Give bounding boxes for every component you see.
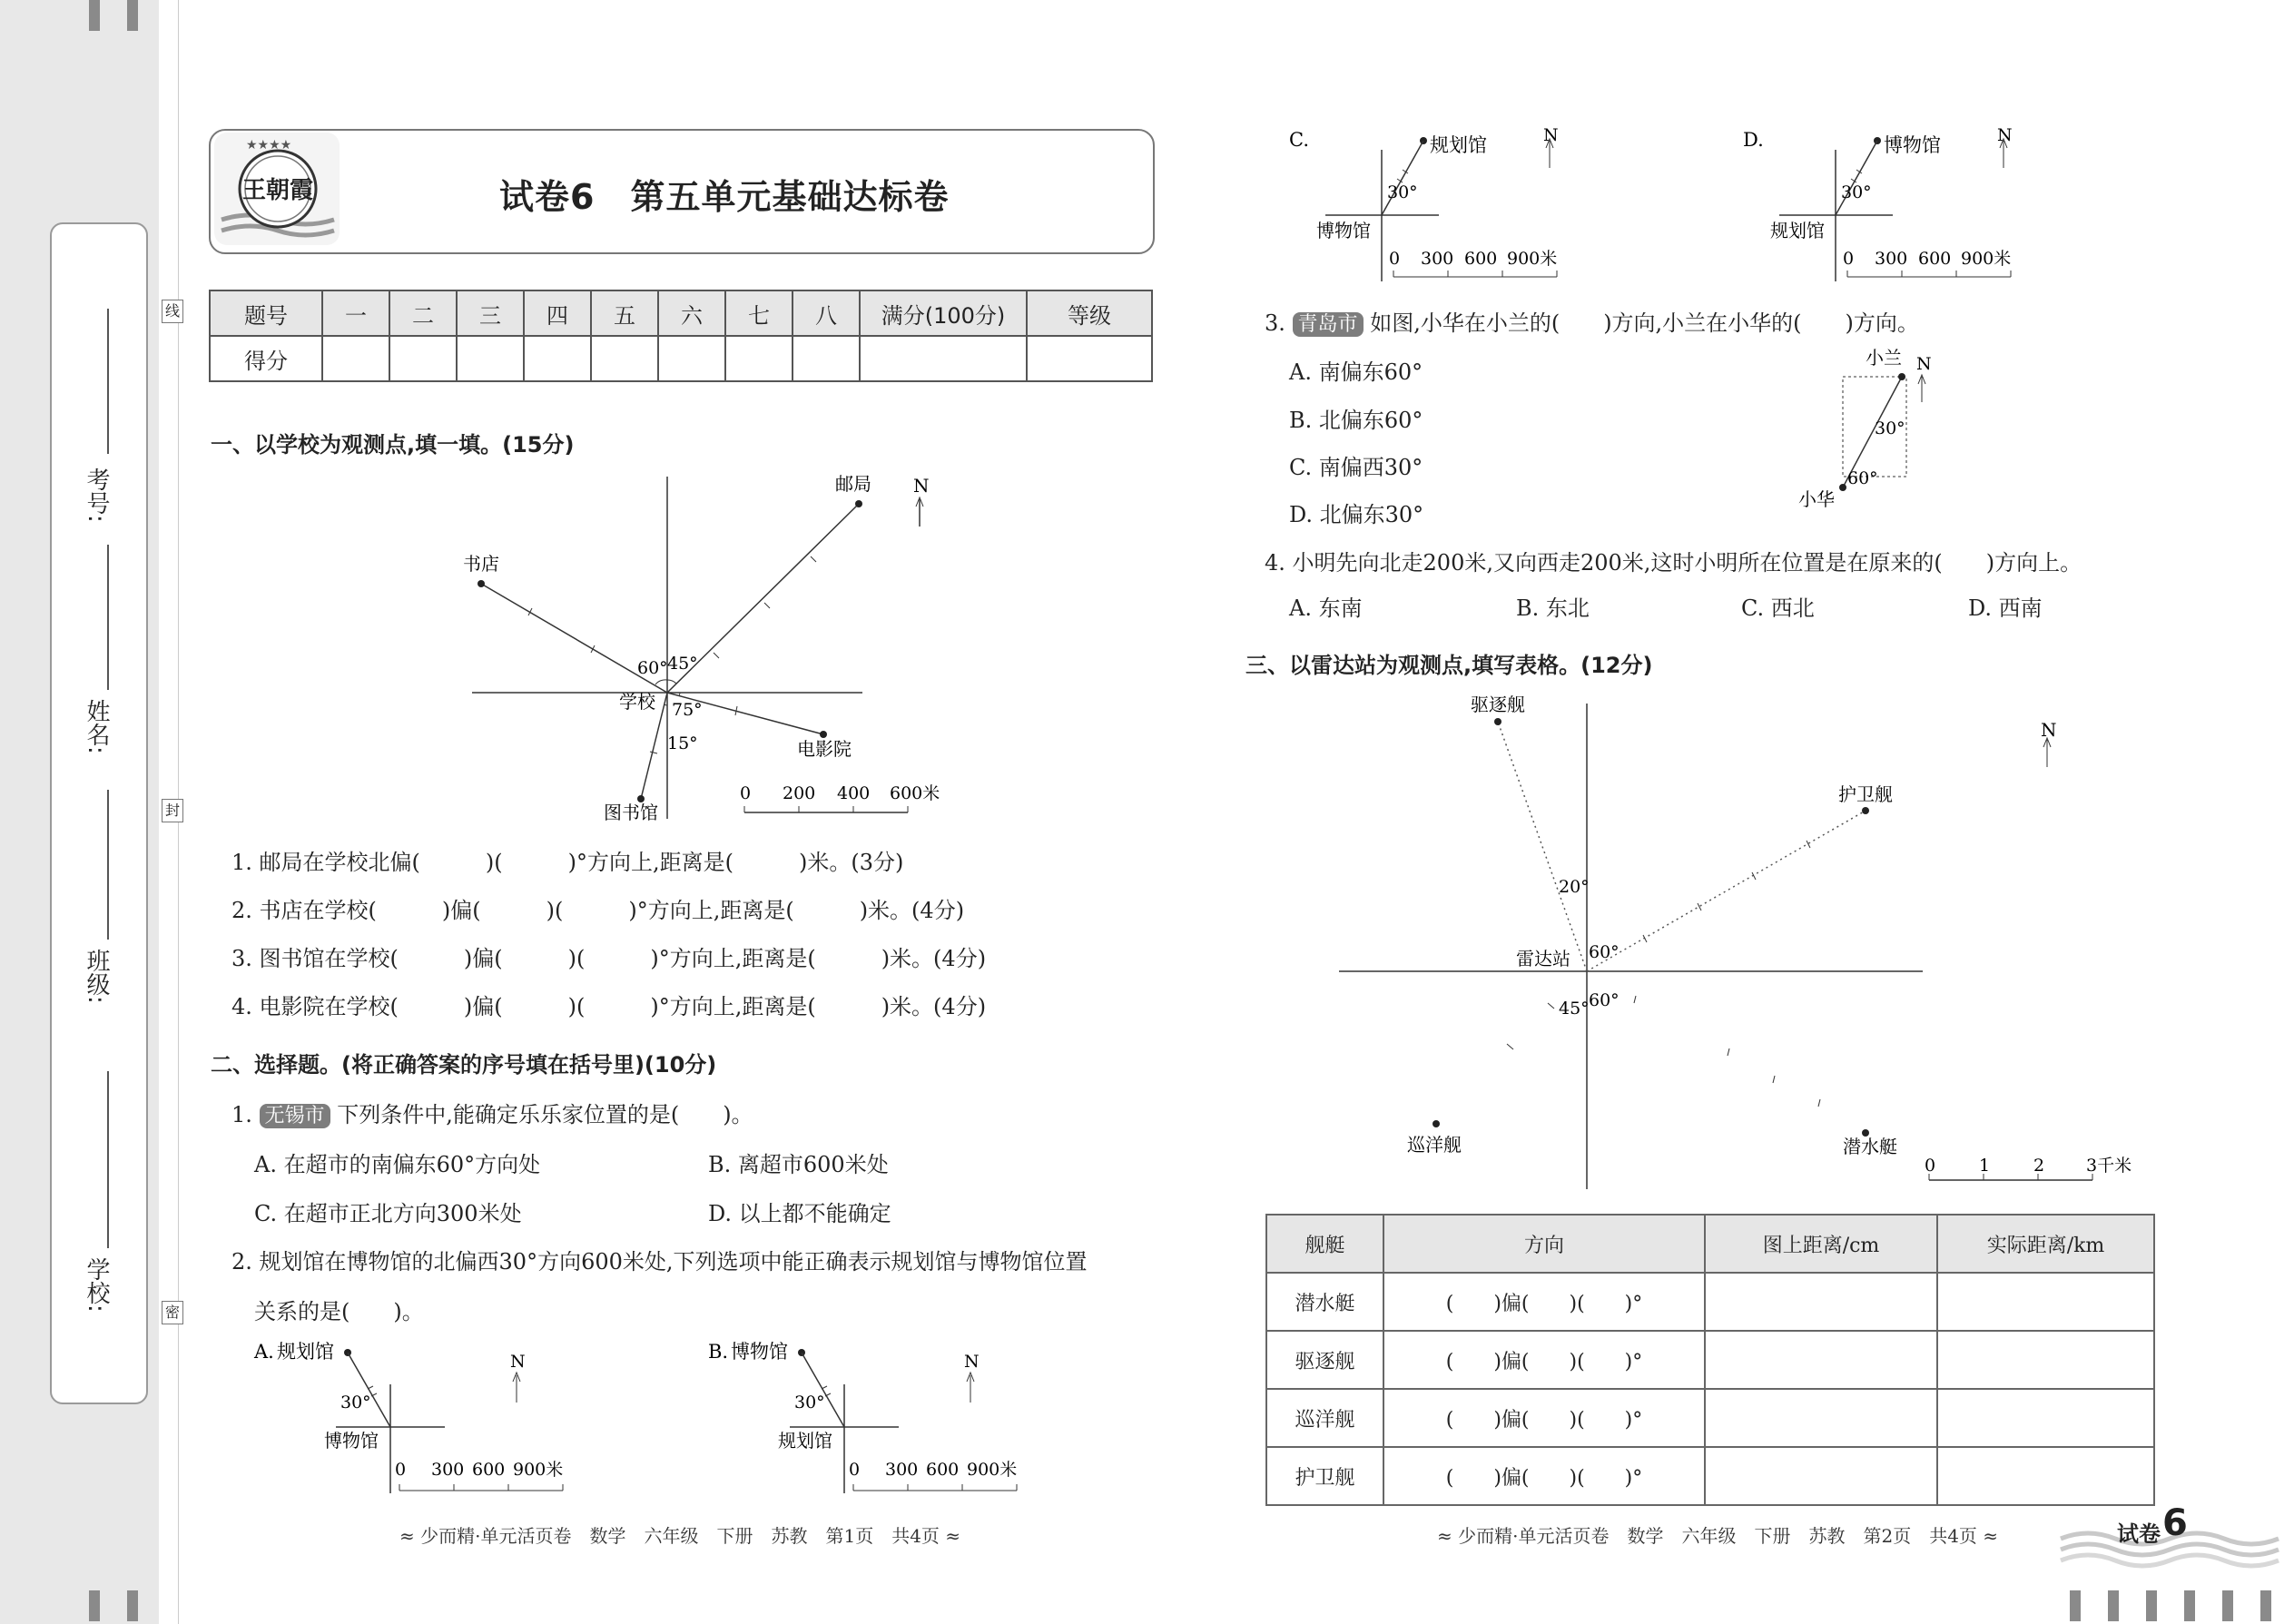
score-cell[interactable]	[457, 336, 524, 381]
s2-q4-text: 4. 小明先向北走200米,又向西走200米,这时小明所在位置是在原来的( )方向上。	[1265, 550, 2082, 576]
field-line-class[interactable]	[107, 790, 109, 940]
scale-tick: 900米	[967, 1460, 1018, 1480]
s2-q4-option-b[interactable]: B. 东北	[1516, 595, 1590, 621]
angle-60-label: 60°	[637, 658, 668, 678]
s2-q2-text-line1: 2. 规划馆在博物馆的北偏西30°方向600米处,下列选项中能正确表示规划馆与博物馆位置	[231, 1249, 1088, 1275]
s2-q1-option-a[interactable]: A. 在超市的南偏东60°方向处	[254, 1152, 541, 1177]
scale-tick: 3千米	[2086, 1156, 2132, 1176]
scale-tick: 0	[849, 1460, 861, 1480]
score-cell[interactable]	[591, 336, 658, 381]
top-place-label: 博物馆	[1884, 134, 1941, 156]
submarine-label: 潜水艇	[1843, 1136, 1897, 1157]
s2-q2-text-line2: 关系的是( )。	[254, 1299, 424, 1324]
ship-name: 巡洋舰	[1266, 1389, 1383, 1447]
score-header-cell: 满分(100分)	[860, 290, 1027, 336]
radar-answer-table	[1265, 1214, 2155, 1506]
section2-heading: 二、选择题。(将正确答案的序号填在括号里)(10分)	[211, 1052, 717, 1078]
field-line-name[interactable]	[107, 545, 109, 690]
scale-tick: 0	[740, 783, 752, 803]
s2-q1-option-c[interactable]: C. 在超市正北方向300米处	[254, 1201, 522, 1226]
angle-45-label: 45°	[1559, 999, 1590, 1019]
s2-q3-option-b[interactable]: B. 北偏东60°	[1289, 408, 1423, 433]
real-distance-cell[interactable]	[1937, 1447, 2154, 1505]
option-letter: C.	[1289, 129, 1309, 151]
angle-label: 30°	[794, 1393, 825, 1412]
score-header-cell: 二	[389, 290, 457, 336]
ship-name: 驱逐舰	[1266, 1331, 1383, 1389]
option-c-diagram[interactable]	[1285, 123, 1620, 286]
scale-tick: 900米	[1961, 249, 2012, 269]
north-label: N	[2041, 719, 2057, 741]
svg-text:★★★★: ★★★★	[246, 138, 292, 153]
s2-q1-text: 下列条件中,能确定乐乐家位置的是( )。	[337, 1102, 753, 1127]
scale-tick: 300	[885, 1460, 919, 1480]
bottom-place-label: 规划馆	[1770, 220, 1825, 241]
option-letter: A.	[254, 1341, 274, 1363]
hua-label: 小华	[1798, 488, 1835, 510]
radar-label: 雷达站	[1516, 948, 1570, 969]
real-distance-cell[interactable]	[1937, 1273, 2154, 1331]
angle-label: 30°	[1387, 182, 1418, 202]
section1-heading: 一、以学校为观测点,填一填。(15分)	[211, 432, 575, 458]
s2-q4-option-c[interactable]: C. 西北	[1741, 595, 1815, 621]
edge-mark	[2146, 1590, 2157, 1621]
destroyer-label: 驱逐舰	[1471, 694, 1525, 715]
angle-30-label: 30°	[1875, 418, 1905, 438]
scale-tick: 600	[926, 1460, 960, 1480]
score-header-cell: 四	[524, 290, 591, 336]
ship-name: 潜水艇	[1266, 1273, 1383, 1331]
score-table-score-row	[210, 336, 1152, 381]
north-label: N	[1543, 125, 1559, 145]
score-cell[interactable]	[658, 336, 725, 381]
field-line-school[interactable]	[107, 1071, 109, 1248]
bottom-place-label: 博物馆	[324, 1430, 379, 1452]
score-cell[interactable]	[1027, 336, 1152, 381]
edge-mark	[2108, 1590, 2119, 1621]
score-header-cell: 八	[793, 290, 860, 336]
scale-tick: 600米	[890, 783, 940, 803]
score-row-label: 得分	[210, 336, 322, 381]
radar-diagram	[1316, 685, 2151, 1194]
score-cell[interactable]	[860, 336, 1027, 381]
school-direction-diagram	[445, 463, 980, 826]
table-header: 舰艇	[1266, 1215, 1383, 1273]
field-label-class: 班级:	[83, 949, 110, 1004]
table-row	[1266, 1447, 2154, 1505]
scale-tick: 0	[395, 1460, 407, 1480]
score-header-cell: 七	[725, 290, 793, 336]
scale-tick: 400	[837, 783, 871, 803]
score-header-cell: 一	[322, 290, 389, 336]
s1-question-2: 2. 书店在学校( )偏( )( )°方向上,距离是( )米。(4分)	[231, 898, 965, 923]
table-row	[1266, 1273, 2154, 1331]
table-header: 实际距离/km	[1937, 1215, 2154, 1273]
scale-tick: 2	[2033, 1156, 2045, 1176]
angle-15-label: 15°	[667, 733, 698, 753]
angle-75-label: 75°	[672, 700, 703, 720]
north-label: N	[510, 1352, 526, 1372]
angle-60-ne-label: 60°	[1589, 942, 1620, 962]
scale-tick: 0	[1843, 249, 1855, 269]
field-label-name: 姓名:	[83, 699, 110, 754]
escort-label: 护卫舰	[1838, 783, 1893, 805]
s1-question-3: 3. 图书馆在学校( )偏( )( )°方向上,距离是( )米。(4分)	[231, 946, 987, 971]
logo	[214, 133, 341, 247]
s2-q4-option-d[interactable]: D. 西南	[1968, 595, 2043, 621]
score-header-cell: 三	[457, 290, 524, 336]
north-label: N	[964, 1352, 980, 1372]
student-info-box	[50, 222, 148, 1404]
scale-tick: 200	[783, 783, 816, 803]
score-table	[209, 290, 1153, 382]
table-header: 方向	[1383, 1215, 1705, 1273]
region-tag: 青岛市	[1293, 312, 1364, 337]
scale-tick: 0	[1389, 249, 1401, 269]
angle-60-label: 60°	[1847, 468, 1878, 488]
s2-q1-option-b[interactable]: B. 离超市600米处	[708, 1152, 889, 1177]
scale-tick: 0	[1925, 1156, 1936, 1176]
cruiser-label: 巡洋舰	[1407, 1134, 1462, 1156]
school-label: 学校	[619, 691, 655, 713]
ship-name: 护卫舰	[1266, 1447, 1383, 1505]
scale-tick: 600	[1918, 249, 1952, 269]
s2-q3	[1265, 305, 1919, 337]
map-distance-cell[interactable]	[1705, 1331, 1937, 1389]
option-a-diagram[interactable]	[250, 1334, 586, 1498]
seal-mark: 密	[162, 1301, 183, 1324]
score-cell[interactable]	[322, 336, 389, 381]
direction-blank[interactable]: ( )偏( )( )°	[1383, 1331, 1705, 1389]
bottom-place-label: 规划馆	[778, 1430, 832, 1452]
field-label-id: 考号:	[83, 468, 110, 523]
edge-mark	[89, 0, 100, 31]
edge-mark	[2260, 1590, 2271, 1621]
page-title: 试卷6 第五单元基础达标卷	[499, 177, 950, 217]
score-table-header-row	[210, 290, 1152, 336]
s2-q3-option-c[interactable]: C. 南偏西30°	[1289, 455, 1423, 480]
direction-blank[interactable]: ( )偏( )( )°	[1383, 1389, 1705, 1447]
field-line-id[interactable]	[107, 309, 109, 454]
seal-mark: 线	[162, 300, 183, 323]
angle-45-label: 45°	[667, 654, 698, 674]
s2-q3-option-a[interactable]: A. 南偏东60°	[1289, 359, 1423, 385]
map-distance-cell[interactable]	[1705, 1389, 1937, 1447]
map-distance-cell[interactable]	[1705, 1273, 1937, 1331]
score-cell[interactable]	[524, 336, 591, 381]
region-tag: 无锡市	[260, 1104, 330, 1128]
edge-mark	[2184, 1590, 2195, 1621]
angle-label: 30°	[340, 1393, 371, 1412]
bottom-place-label: 博物馆	[1316, 220, 1371, 241]
angle-20-label: 20°	[1559, 877, 1590, 897]
real-distance-cell[interactable]	[1937, 1389, 2154, 1447]
seal-mark: 封	[162, 799, 183, 822]
scale-tick: 600	[1464, 249, 1498, 269]
option-letter: B.	[708, 1341, 729, 1363]
s2-q1	[231, 1097, 753, 1128]
lan-label: 小兰	[1866, 347, 1902, 369]
score-header-cell: 题号	[210, 290, 322, 336]
edge-mark	[2222, 1590, 2233, 1621]
scale-tick: 300	[1421, 249, 1454, 269]
score-cell[interactable]	[793, 336, 860, 381]
option-letter: D.	[1743, 129, 1764, 151]
scale-tick: 1	[1979, 1156, 1991, 1176]
scale-tick: 300	[431, 1460, 465, 1480]
radar-table-header-row	[1266, 1215, 2154, 1273]
scale-tick: 900米	[513, 1460, 564, 1480]
post-office-label: 邮局	[835, 473, 871, 495]
scale-tick: 900米	[1507, 249, 1558, 269]
map-distance-cell[interactable]	[1705, 1447, 1937, 1505]
north-label: N	[913, 475, 930, 497]
s2-q3-option-d[interactable]: D. 北偏东30°	[1289, 502, 1424, 527]
edge-mark	[89, 1590, 100, 1621]
footer-left: ≈ 少而精·单元活页卷 数学 六年级 下册 苏教 第1页 共4页 ≈	[399, 1525, 961, 1547]
s2-q1-number: 1.	[231, 1102, 252, 1127]
badge-label: 试卷	[2117, 1521, 2161, 1547]
north-label: N	[1997, 125, 2013, 145]
field-label-school: 学校:	[83, 1257, 110, 1313]
top-place-label: 博物馆	[731, 1341, 788, 1363]
score-header-cell: 五	[591, 290, 658, 336]
option-b-diagram[interactable]	[704, 1334, 1039, 1498]
score-cell[interactable]	[725, 336, 793, 381]
score-header-cell: 六	[658, 290, 725, 336]
score-cell[interactable]	[389, 336, 457, 381]
edge-mark	[127, 0, 138, 31]
bookstore-label: 书店	[463, 553, 499, 575]
option-d-diagram[interactable]	[1738, 123, 2074, 286]
s1-question-4: 4. 电影院在学校( )偏( )( )°方向上,距离是( )米。(4分)	[231, 994, 987, 1019]
top-place-label: 规划馆	[277, 1341, 334, 1363]
top-place-label: 规划馆	[1430, 134, 1487, 156]
direction-blank[interactable]: ( )偏( )( )°	[1383, 1447, 1705, 1505]
s1-question-1: 1. 邮局在学校北偏( )( )°方向上,距离是( )米。(3分)	[231, 850, 904, 875]
edge-mark	[2070, 1590, 2081, 1621]
table-row	[1266, 1331, 2154, 1389]
footer-right: ≈ 少而精·单元活页卷 数学 六年级 下册 苏教 第2页 共4页 ≈	[1437, 1525, 1999, 1547]
s2-q3-number: 3.	[1265, 310, 1285, 336]
direction-blank[interactable]: ( )偏( )( )°	[1383, 1273, 1705, 1331]
cinema-label: 电影院	[797, 738, 852, 760]
table-header: 图上距离/cm	[1705, 1215, 1937, 1273]
badge-number: 6	[2162, 1502, 2188, 1544]
score-header-cell: 等级	[1027, 290, 1152, 336]
logo-text: 王朝霞	[241, 177, 314, 204]
table-row	[1266, 1389, 2154, 1447]
s2-q1-option-d[interactable]: D. 以上都不能确定	[708, 1201, 891, 1226]
scale-tick: 300	[1875, 249, 1908, 269]
library-label: 图书馆	[604, 802, 658, 823]
scale-tick: 600	[472, 1460, 506, 1480]
s2-q4-option-a[interactable]: A. 东南	[1289, 595, 1363, 621]
s2-q3-text: 如图,小华在小兰的( )方向,小兰在小华的( )方向。	[1370, 310, 1919, 336]
q3-diagram	[1793, 347, 1932, 513]
north-label: N	[1916, 354, 1932, 374]
real-distance-cell[interactable]	[1937, 1331, 2154, 1389]
section3-heading: 三、以雷达站为观测点,填写表格。(12分)	[1245, 653, 1653, 678]
angle-60-se-label: 60°	[1589, 990, 1620, 1010]
edge-mark	[127, 1590, 138, 1621]
angle-label: 30°	[1841, 182, 1872, 202]
